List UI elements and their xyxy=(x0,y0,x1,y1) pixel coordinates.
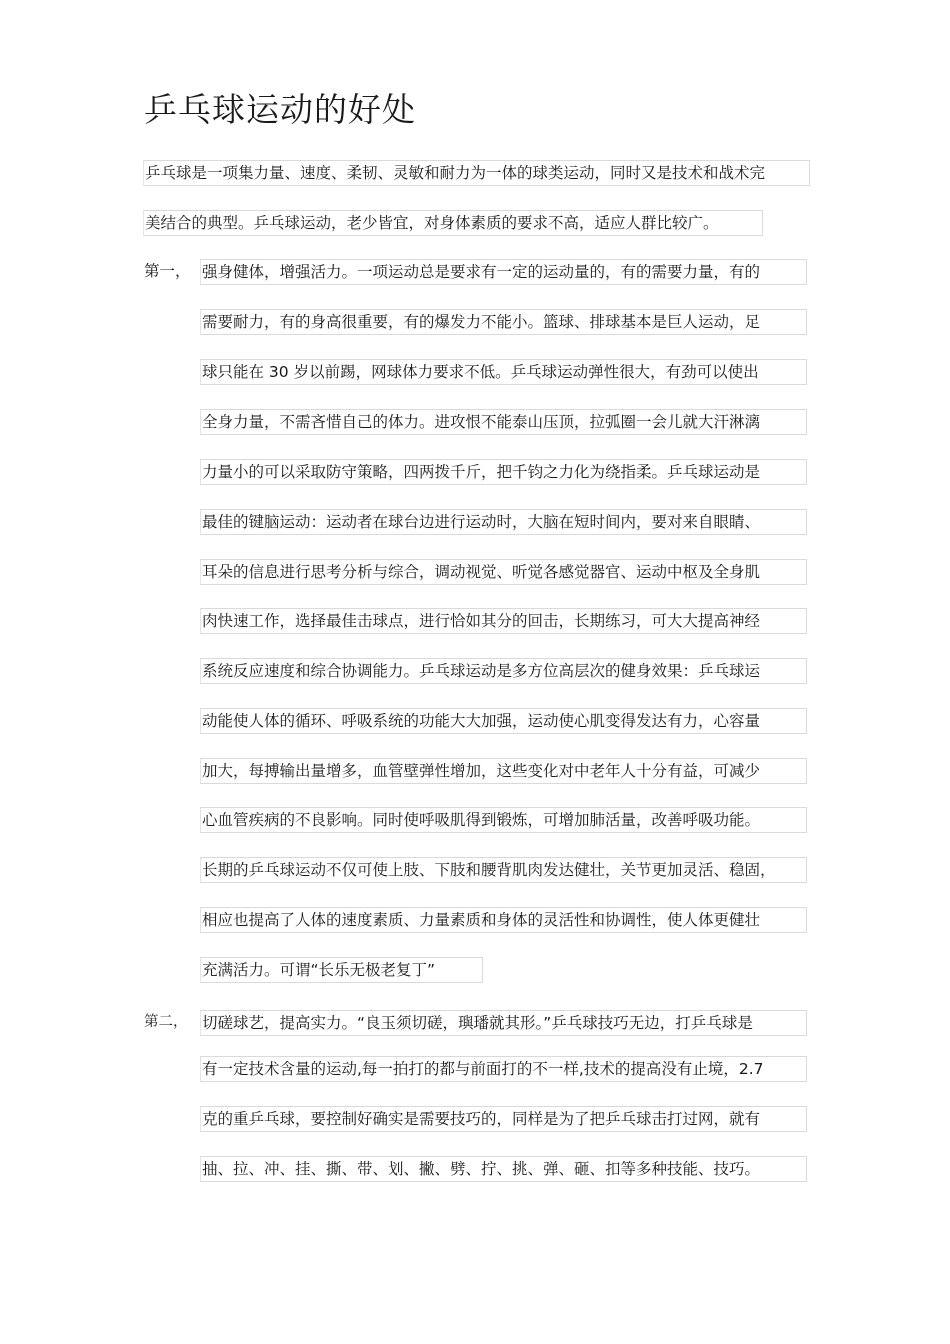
section-line: 心血管疾病的不良影响。同时使呼吸肌得到锻炼，可增加肺活量，改善呼吸功能。 xyxy=(200,807,807,833)
section-line: 加大，每搏输出量增多，血管壁弹性增加，这些变化对中老年人十分有益，可减少 xyxy=(200,758,807,784)
section-line: 最佳的键脑运动：运动者在球台边进行运动时，大脑在短时间内，要对来自眼睛、 xyxy=(200,509,807,535)
section-marker: 第二， xyxy=(144,1014,188,1030)
section-line: 力量小的可以采取防守策略，四两拨千斤，把千钧之力化为绕指柔。乒乓球运动是 xyxy=(200,459,807,485)
document-title: 乒乓球运动的好处 xyxy=(144,90,416,129)
section-line: 抽、拉、冲、挂、撕、带、划、撇、劈、拧、挑、弹、砸、扣等多种技能、技巧。 xyxy=(200,1156,807,1182)
section-line: 肉快速工作，选择最佳击球点，进行恰如其分的回击，长期练习，可大大提高神经 xyxy=(200,608,807,634)
section-line: 系统反应速度和综合协调能力。乒乓球运动是多方位高层次的健身效果：乒乓球运 xyxy=(200,658,807,684)
section-line: 充满活力。可谓“长乐无极老复丁” xyxy=(200,957,483,983)
section-marker: 第一， xyxy=(144,262,191,280)
section-line: 相应也提高了人体的速度素质、力量素质和身体的灵活性和协调性，使人体更健壮 xyxy=(200,907,807,933)
section-line: 有一定技术含量的运动,每一拍打的都与前面打的不一样,技术的提高没有止境，2.7 xyxy=(200,1056,807,1082)
section-line: 全身力量，不需吝惜自己的体力。进攻恨不能泰山压顶，拉弧圈一会儿就大汗淋漓 xyxy=(200,409,807,435)
intro-line: 美结合的典型。乒乓球运动，老少皆宜，对身体素质的要求不高，适应人群比较广。 xyxy=(143,210,763,236)
section-line: 球只能在 30 岁以前踢，网球体力要求不低。乒乓球运动弹性很大，有劲可以使出 xyxy=(200,359,807,385)
section-line: 强身健体，增强活力。一项运动总是要求有一定的运动量的，有的需要力量，有的 xyxy=(200,259,807,285)
section-line: 需要耐力，有的身高很重要，有的爆发力不能小。篮球、排球基本是巨人运动，足 xyxy=(200,309,807,335)
section-line: 克的重乒乓球，要控制好确实是需要技巧的，同样是为了把乒乓球击打过网，就有 xyxy=(200,1106,807,1132)
section-line: 切磋球艺，提高实力。“良玉须切磋，璵璠就其形。”乒乓球技巧无边，打乒乓球是 xyxy=(200,1010,807,1036)
section-line: 长期的乒乓球运动不仅可使上肢、下肢和腰背肌肉发达健壮，关节更加灵活、稳固， xyxy=(200,857,807,883)
intro-line: 乒乓球是一项集力量、速度、柔韧、灵敏和耐力为一体的球类运动，同时又是技术和战术完 xyxy=(143,160,810,186)
section-line: 动能使人体的循环、呼吸系统的功能大大加强，运动使心肌变得发达有力，心容量 xyxy=(200,708,807,734)
section-line: 耳朵的信息进行思考分析与综合，调动视觉、听觉各感觉器官、运动中枢及全身肌 xyxy=(200,559,807,585)
